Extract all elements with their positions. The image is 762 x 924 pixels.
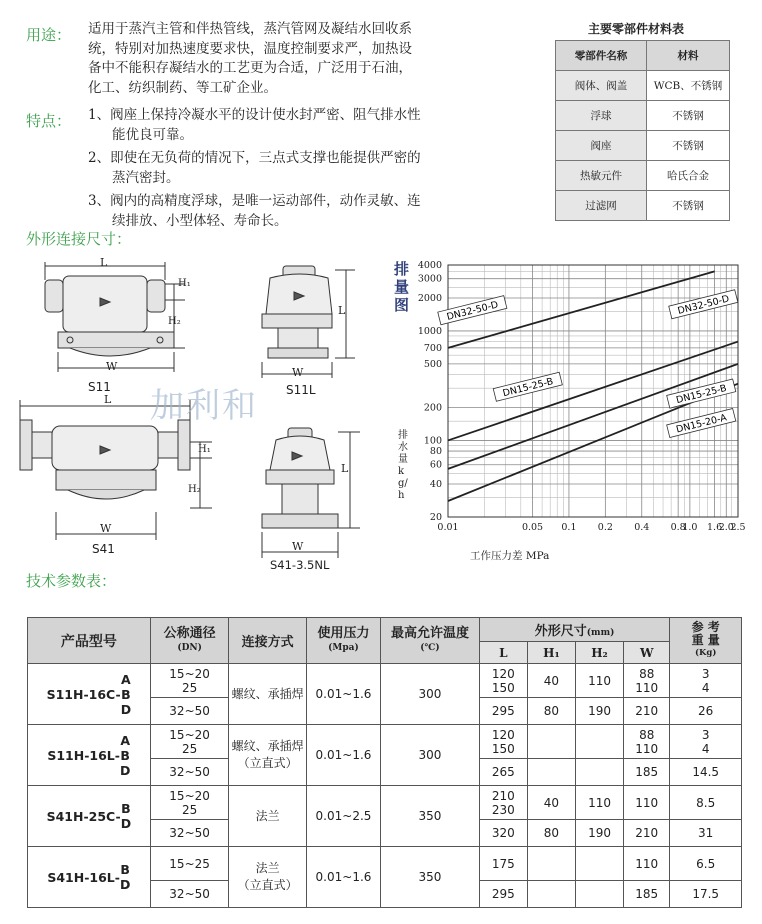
spec-model bbox=[28, 725, 151, 786]
spec-conn-line: （立直式） bbox=[237, 756, 298, 770]
materials-row bbox=[556, 161, 730, 191]
spec-dn bbox=[150, 725, 229, 759]
spec-temp: 300 bbox=[381, 725, 480, 786]
spec-model-suffix: D bbox=[119, 877, 131, 892]
s41-caption: S41 bbox=[92, 542, 115, 556]
spec-model-suffix: B bbox=[121, 686, 131, 702]
spec-W bbox=[624, 881, 670, 908]
hdr-temp-top: 最高允许温度 bbox=[390, 625, 469, 641]
spec-W bbox=[624, 786, 670, 820]
spec-model-wrap bbox=[47, 672, 131, 717]
spec-model-suffixes bbox=[121, 672, 131, 717]
feature-line: 3、阀内的高精度浮球，是唯一运动部件，动作灵敏、连 bbox=[88, 193, 421, 209]
spec-model-prefix: S41H-16L- bbox=[47, 869, 120, 885]
spec-H2 bbox=[575, 759, 623, 786]
hdr-model: 产品型号 bbox=[28, 618, 151, 664]
spec-L bbox=[479, 725, 527, 759]
spec-L-line: 120 bbox=[491, 727, 515, 742]
spec-conn-line: 螺纹、承插焊 bbox=[231, 686, 304, 701]
spec-model-wrap bbox=[47, 733, 130, 778]
spec-model-suffixes bbox=[121, 801, 131, 831]
features-list bbox=[88, 106, 478, 231]
chart-series-label bbox=[493, 372, 562, 401]
spec-row bbox=[28, 664, 742, 698]
spec-model-suffix: B bbox=[120, 862, 130, 877]
chart-series-line bbox=[448, 364, 738, 469]
spec-model-suffix: D bbox=[120, 701, 132, 717]
spec-L-line: 230 bbox=[491, 802, 515, 817]
spec-weight bbox=[670, 725, 742, 759]
spec-H2 bbox=[575, 847, 623, 881]
chart-y-tick: 3000 bbox=[417, 273, 442, 285]
spec-model bbox=[28, 664, 151, 725]
spec-conn bbox=[229, 725, 306, 786]
spec-L-line: 150 bbox=[491, 680, 515, 695]
chart-ylabel: 排水量 kg/h bbox=[398, 430, 408, 501]
purpose-line: 统，特别对加热速度要求快，温度控制要求严，加热设 bbox=[88, 40, 412, 57]
hdr-dims-unit: (mm) bbox=[586, 628, 615, 638]
s11-L-label: L bbox=[100, 256, 108, 269]
materials-header-part: 零部件名称 bbox=[556, 41, 647, 71]
materials-part: 热敏元件 bbox=[556, 161, 647, 191]
spec-model-wrap bbox=[47, 862, 130, 892]
spec-L-line: 265 bbox=[491, 765, 515, 779]
spec-W bbox=[624, 759, 670, 786]
materials-row bbox=[556, 131, 730, 161]
materials-row bbox=[556, 71, 730, 101]
spec-weight bbox=[670, 847, 742, 881]
spec-model bbox=[28, 786, 151, 847]
spec-L bbox=[479, 881, 527, 908]
spec-weight bbox=[670, 664, 742, 698]
chart-x-tick: 1.6 bbox=[707, 522, 723, 533]
feature-line: 续排放、小型体轻、寿命长。 bbox=[112, 212, 288, 229]
spec-weight-line: 3 bbox=[701, 727, 710, 742]
spec-W-line: 185 bbox=[635, 887, 659, 901]
chart-x-tick: 0.01 bbox=[437, 522, 459, 533]
spec-L bbox=[479, 698, 527, 725]
spec-L-line: 175 bbox=[491, 856, 515, 871]
spec-W-line: 210 bbox=[635, 826, 659, 840]
chart-x-tick: 0.05 bbox=[521, 522, 544, 533]
spec-W-line: 110 bbox=[635, 680, 659, 695]
spec-weight bbox=[670, 786, 742, 820]
spec-weight bbox=[670, 698, 742, 725]
spec-W-line: 110 bbox=[635, 795, 659, 810]
spec-weight-line: 26 bbox=[698, 704, 714, 718]
hdr-conn: 连接方式 bbox=[229, 618, 306, 664]
spec-dn-line: 25 bbox=[181, 741, 198, 756]
chart-label-text: DN32-50-D bbox=[445, 299, 500, 323]
spec-model bbox=[28, 847, 151, 908]
hdr-pressure-top: 使用压力 bbox=[317, 625, 370, 641]
hdr-dims-title: 外形尺寸 bbox=[534, 624, 587, 639]
spec-model-suffix: A bbox=[121, 671, 131, 687]
hdr-weight bbox=[670, 618, 742, 664]
spec-model-suffixes bbox=[120, 733, 130, 778]
spec-conn bbox=[229, 786, 306, 847]
hdr-pressure bbox=[306, 618, 380, 664]
materials-table bbox=[555, 40, 730, 221]
s11l-W-label: W bbox=[292, 366, 304, 379]
feature-item-2 bbox=[88, 149, 478, 188]
spec-pressure: 0.01~1.6 bbox=[306, 664, 380, 725]
spec-dn: 32~50 bbox=[150, 881, 229, 908]
s41nl-drawing bbox=[262, 428, 360, 558]
spec-W bbox=[624, 847, 670, 881]
spec-W-line: 110 bbox=[635, 856, 659, 871]
purpose-line: 备中不能积存凝结水的工艺更为合适，广泛用于石油， bbox=[88, 60, 412, 76]
spec-H2 bbox=[575, 725, 623, 759]
spec-W-line: 185 bbox=[635, 765, 659, 779]
hdr-dn-top: 公称通径 bbox=[163, 625, 216, 641]
chart-y-tick: 100 bbox=[423, 435, 442, 447]
spec-temp: 300 bbox=[381, 664, 480, 725]
spec-weight bbox=[670, 759, 742, 786]
chart-x-tick: 2.0 bbox=[718, 522, 734, 533]
purpose-line: 适用于蒸汽主管和伴热管线，蒸汽管网及凝结水回收系 bbox=[88, 21, 412, 37]
spec-L bbox=[479, 786, 527, 820]
materials-header-row bbox=[556, 41, 730, 71]
spec-L bbox=[479, 759, 527, 786]
s41-H2-label: H₂ bbox=[188, 484, 201, 495]
spec-weight bbox=[670, 881, 742, 908]
feature-line: 蒸汽密封。 bbox=[112, 169, 180, 186]
hdr-H1: H₁ bbox=[527, 642, 575, 664]
spec-W-line: 110 bbox=[635, 741, 659, 756]
s41nl-L-label: L bbox=[341, 462, 349, 475]
chart-x-tick: 2.5 bbox=[730, 522, 746, 533]
spec-model-suffix: D bbox=[119, 762, 131, 778]
flow-chart bbox=[400, 255, 750, 545]
materials-material: 不锈钢 bbox=[647, 101, 730, 131]
chart-x-tick: 0.1 bbox=[561, 522, 577, 533]
spec-dn: 32~50 bbox=[150, 820, 229, 847]
spec-row bbox=[28, 725, 742, 759]
spec-H2 bbox=[575, 881, 623, 908]
materials-material: WCB、不锈钢 bbox=[647, 71, 730, 101]
spec-model-prefix: S11H-16L- bbox=[47, 747, 120, 763]
spec-W bbox=[624, 664, 670, 698]
chart-y-tick: 200 bbox=[423, 402, 442, 414]
spec-dn bbox=[150, 847, 229, 881]
materials-material: 不锈钢 bbox=[647, 131, 730, 161]
spec-conn-line: 螺纹、承插焊 bbox=[231, 739, 304, 753]
hdr-W: W bbox=[624, 642, 670, 664]
spec-L-line: 320 bbox=[491, 826, 515, 840]
chart-x-tick: 0.2 bbox=[597, 522, 613, 533]
s41-L-label: L bbox=[104, 393, 112, 406]
s11l-caption: S11L bbox=[286, 383, 316, 397]
spec-H1: 40 bbox=[527, 664, 575, 698]
spec-H1 bbox=[527, 881, 575, 908]
spec-L-line: 150 bbox=[491, 741, 515, 756]
chart-label-text: DN32-50-D bbox=[676, 293, 731, 317]
materials-row bbox=[556, 101, 730, 131]
spec-L-line: 210 bbox=[491, 788, 515, 803]
s41-H1-label: H₁ bbox=[198, 444, 211, 455]
chart-series-label bbox=[669, 290, 738, 319]
spec-H1: 80 bbox=[527, 820, 575, 847]
spec-W bbox=[624, 725, 670, 759]
spec-W bbox=[624, 698, 670, 725]
materials-part: 阀座 bbox=[556, 131, 647, 161]
spec-weight-line: 17.5 bbox=[692, 887, 720, 901]
dimensions-label: 外形连接尺寸： bbox=[26, 230, 132, 248]
spec-pressure: 0.01~1.6 bbox=[306, 725, 380, 786]
purpose-label: 用途： bbox=[26, 26, 72, 44]
spec-pressure: 0.01~1.6 bbox=[306, 847, 380, 908]
materials-material: 哈氏合金 bbox=[647, 161, 730, 191]
spec-conn-line: 法兰 bbox=[255, 861, 280, 875]
hdr-dn-unit: (DN) bbox=[177, 642, 202, 653]
spec-H1: 80 bbox=[527, 698, 575, 725]
spec-model-suffixes bbox=[120, 862, 130, 892]
chart-series-label bbox=[667, 408, 736, 437]
s11-H1-label: H₁ bbox=[178, 278, 191, 289]
s41-W-label: W bbox=[100, 522, 112, 535]
spec-weight-line: 4 bbox=[701, 680, 710, 695]
spec-weight-line: 14.5 bbox=[692, 765, 720, 779]
spec-model-suffix: A bbox=[120, 732, 130, 748]
specs-table bbox=[27, 617, 742, 908]
spec-dn bbox=[150, 786, 229, 820]
feature-line: 1、阀座上保持冷凝水平的设计使水封严密、阻气排水性 bbox=[88, 107, 421, 123]
materials-part: 过滤网 bbox=[556, 191, 647, 221]
spec-model-wrap bbox=[47, 801, 131, 831]
spec-dn: 32~50 bbox=[150, 698, 229, 725]
features-label: 特点： bbox=[26, 112, 72, 130]
chart-series-label bbox=[667, 379, 736, 408]
spec-H2: 110 bbox=[575, 786, 623, 820]
feature-line: 2、即使在无负荷的情况下，三点式支撑也能提供严密的 bbox=[88, 150, 421, 166]
feature-line: 能优良可靠。 bbox=[112, 126, 193, 143]
materials-part: 浮球 bbox=[556, 101, 647, 131]
s11l-L-label: L bbox=[338, 304, 346, 317]
chart-y-tick: 20 bbox=[429, 512, 442, 523]
hdr-weight-mid: 重 量 bbox=[691, 633, 720, 647]
spec-weight-line: 6.5 bbox=[696, 856, 716, 871]
spec-weight-line: 3 bbox=[701, 666, 710, 681]
spec-H1 bbox=[527, 725, 575, 759]
spec-dn: 32~50 bbox=[150, 759, 229, 786]
hdr-temp-unit: (℃) bbox=[420, 642, 440, 653]
spec-row bbox=[28, 786, 742, 820]
spec-L-line: 120 bbox=[491, 666, 515, 681]
purpose-line: 化工、纺织制药、等工矿企业。 bbox=[88, 79, 277, 96]
s11-caption: S11 bbox=[88, 380, 111, 394]
spec-L-line: 295 bbox=[491, 887, 515, 901]
s41nl-caption: S41-3.5NL bbox=[270, 558, 330, 572]
spec-dn-line: 15~20 bbox=[169, 788, 210, 803]
chart-x-tick: 0.4 bbox=[634, 522, 650, 533]
hdr-dn bbox=[150, 618, 229, 664]
chart-label-text: DN15-20-A bbox=[675, 412, 728, 436]
spec-W-line: 88 bbox=[639, 727, 655, 742]
spec-dn-line: 25 bbox=[181, 680, 198, 695]
s11l-drawing bbox=[262, 266, 355, 378]
spec-model-suffix: B bbox=[120, 747, 130, 763]
spec-L bbox=[479, 847, 527, 881]
s11-H2-label: H₂ bbox=[168, 316, 181, 327]
spec-H2: 110 bbox=[575, 664, 623, 698]
watermark: 加利和 bbox=[150, 386, 258, 426]
chart-y-tick: 80 bbox=[429, 446, 442, 458]
chart-y-tick: 700 bbox=[423, 342, 442, 354]
chart-y-tick: 60 bbox=[429, 459, 442, 471]
s41nl-W-label: W bbox=[292, 540, 304, 553]
chart-xlabel: 工作压力差 MPa bbox=[470, 550, 550, 562]
hdr-pressure-unit: (Mpa) bbox=[328, 642, 359, 653]
chart-y-tick: 500 bbox=[423, 358, 442, 370]
spec-H1 bbox=[527, 847, 575, 881]
s11-W-label: W bbox=[106, 360, 118, 373]
spec-temp: 350 bbox=[381, 786, 480, 847]
spec-temp: 350 bbox=[381, 847, 480, 908]
spec-weight-line: 31 bbox=[698, 826, 714, 840]
chart-x-tick: 0.8 bbox=[670, 522, 686, 533]
feature-item-1 bbox=[88, 106, 478, 145]
spec-conn bbox=[229, 664, 306, 725]
chart-label-text: DN15-25-B bbox=[675, 382, 728, 407]
hdr-weight-top: 参 考 bbox=[691, 620, 720, 634]
materials-part: 阀体、阀盖 bbox=[556, 71, 647, 101]
hdr-temp bbox=[381, 618, 480, 664]
spec-W-line: 210 bbox=[635, 704, 659, 718]
spec-dn bbox=[150, 664, 229, 698]
spec-L-line: 295 bbox=[491, 704, 515, 718]
specs-title: 技术参数表： bbox=[26, 572, 117, 590]
chart-x-tick: 1.0 bbox=[682, 522, 698, 533]
spec-W bbox=[624, 820, 670, 847]
spec-pressure: 0.01~2.5 bbox=[306, 786, 380, 847]
materials-row bbox=[556, 191, 730, 221]
feature-item-3 bbox=[88, 192, 478, 231]
chart-y-tick: 40 bbox=[429, 479, 442, 491]
spec-L bbox=[479, 820, 527, 847]
chart-y-tick: 4000 bbox=[417, 260, 442, 271]
spec-H1 bbox=[527, 759, 575, 786]
spec-conn-line: （立直式） bbox=[237, 878, 298, 892]
spec-dn-line: 15~25 bbox=[169, 856, 210, 871]
spec-conn-line: 法兰 bbox=[255, 808, 280, 823]
spec-model-prefix: S11H-16C- bbox=[46, 686, 121, 702]
spec-dn-line: 15~20 bbox=[169, 666, 210, 681]
materials-header-material: 材料 bbox=[647, 41, 730, 71]
spec-H1: 40 bbox=[527, 786, 575, 820]
spec-dn-line: 15~20 bbox=[169, 727, 210, 742]
materials-material: 不锈钢 bbox=[647, 191, 730, 221]
spec-conn bbox=[229, 847, 306, 908]
hdr-L: L bbox=[479, 642, 527, 664]
spec-weight bbox=[670, 820, 742, 847]
spec-L bbox=[479, 664, 527, 698]
spec-weight-line: 4 bbox=[701, 741, 710, 756]
hdr-dims bbox=[479, 618, 670, 642]
s11-drawing bbox=[45, 262, 185, 372]
materials-title: 主要零部件材料表 bbox=[588, 22, 685, 36]
spec-H2: 190 bbox=[575, 698, 623, 725]
hdr-H2: H₂ bbox=[575, 642, 623, 664]
spec-weight-line: 8.5 bbox=[696, 795, 716, 810]
hdr-weight-unit: (Kg) bbox=[695, 648, 717, 658]
chart-title: 排量图 bbox=[394, 260, 410, 314]
spec-row bbox=[28, 847, 742, 881]
chart-y-tick: 2000 bbox=[417, 292, 442, 304]
spec-H2: 190 bbox=[575, 820, 623, 847]
chart-y-tick: 1000 bbox=[417, 325, 442, 337]
purpose-text bbox=[88, 20, 478, 98]
spec-model-prefix: S41H-25C- bbox=[46, 808, 121, 824]
spec-model-suffix: B bbox=[121, 801, 131, 816]
spec-dn-line: 25 bbox=[181, 802, 198, 817]
chart-label-text: DN15-25-B bbox=[501, 376, 555, 400]
spec-model-suffix: D bbox=[120, 816, 132, 831]
spec-W-line: 88 bbox=[639, 666, 655, 681]
